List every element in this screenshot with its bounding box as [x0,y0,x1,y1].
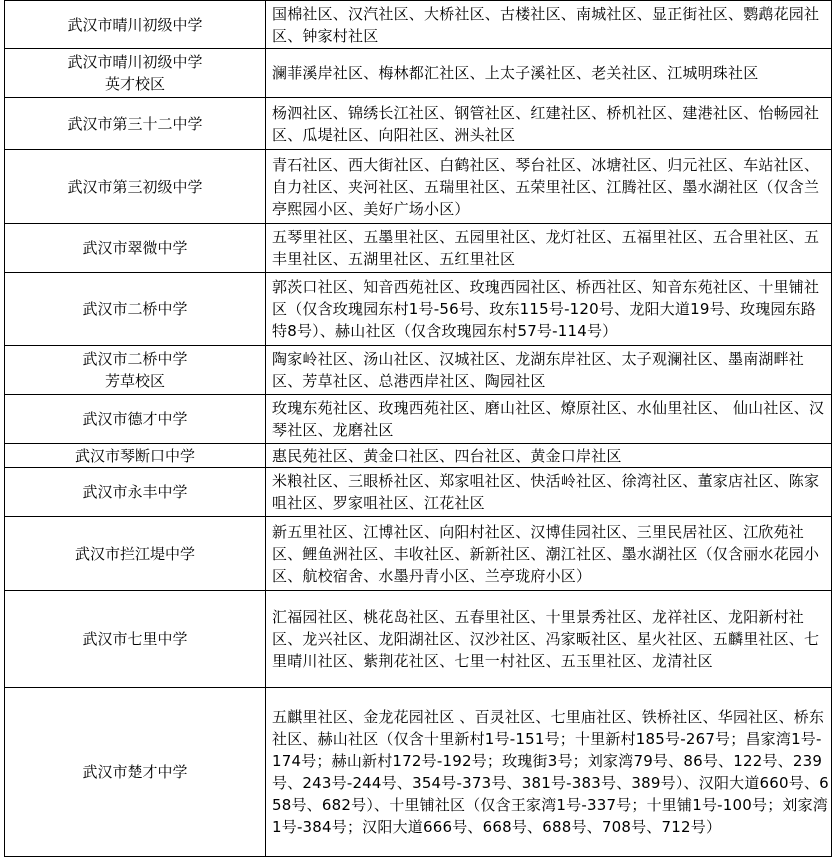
community-list-cell: 汇福园社区、桃花岛社区、五春里社区、十里景秀社区、龙祥社区、龙阳新村社区、龙兴社区、龙阳湖社区、汉沙社区、冯家畈社区、星火社区、五麟里社区、七里晴川社区、紫荆花社区、七里一村社区、五玉里社区、龙清社区 [266,591,832,688]
table-row [5,688,832,857]
community-list-cell: 澜菲溪岸社区、梅林都汇社区、上太子溪社区、老关社区、江城明珠社区 [266,49,832,98]
school-name-line: 武汉市二桥中学 [82,350,188,368]
community-list-cell: 惠民苑社区、黄金口社区、四台社区、黄金口岸社区 [266,444,832,468]
table-row [5,395,832,444]
table-row [5,98,832,150]
community-list-cell: 青石社区、西大街社区、白鹤社区、琴台社区、冰塘社区、归元社区、车站社区、自力社区、夹河社区、五瑞里社区、五荣里社区、江腾社区、墨水湖社区（仅含兰亭熙园小区、美好广场小区） [266,150,832,224]
school-name-line: 武汉市永丰中学 [82,483,188,501]
school-name-line: 武汉市第三初级中学 [67,177,203,196]
table-body [5,1,832,857]
school-name-line: 武汉市拦江堤中学 [74,544,195,563]
school-name-line: 武汉市二桥中学 [82,300,188,318]
school-name-cell [5,688,266,857]
school-name-cell [5,591,266,688]
school-name-cell [5,346,266,395]
school-name-line: 武汉市第三十二中学 [67,114,203,133]
school-name-cell [5,273,266,346]
community-list-cell: 米粮社区、三眼桥社区、郑家咀社区、快活岭社区、徐湾社区、董家店社区、陈家咀社区、罗家咀社区、江花社区 [266,468,832,517]
school-name-cell [5,98,266,150]
school-name-cell [5,517,266,591]
community-list-cell: 新五里社区、江博社区、向阳村社区、汉博佳园社区、三里民居社区、江欣苑社区、鲤鱼洲社区、丰收社区、新新社区、潮江社区、墨水湖社区（仅含丽水花园小区、航校宿舍、水墨丹青小区、兰亭珑府小区） [266,517,832,591]
school-name-cell [5,224,266,273]
table-row [5,1,832,49]
table-row [5,468,832,517]
school-name-line: 武汉市楚才中学 [82,763,188,781]
community-list-cell: 国棉社区、汉汽社区、大桥社区、古楼社区、南城社区、显正街社区、鹦鹉花园社区、钟家村社区 [266,1,832,49]
school-name-line: 武汉市七里中学 [82,630,188,648]
school-name-line: 武汉市晴川初级中学 [67,53,203,71]
table-row [5,49,832,98]
community-list-cell: 五琴里社区、五墨里社区、五园里社区、龙灯社区、五福里社区、五合里社区、五丰里社区、五湖里社区、五红里社区 [266,224,832,273]
school-name-cell [5,150,266,224]
school-name-cell [5,49,266,98]
community-list-cell: 玫瑰东苑社区、玫瑰西苑社区、磨山社区、燎原社区、水仙里社区、 仙山社区、汉琴社区、龙磨社区 [266,395,832,444]
table-row [5,517,832,591]
table-row [5,273,832,346]
school-name-line: 武汉市德才中学 [82,410,188,428]
table-row [5,150,832,224]
table-row [5,346,832,395]
community-list-cell: 五麒里社区、金龙花园社区 、百灵社区、七里庙社区、铁桥社区、华园社区、桥东社区、赫山社区（仅含十里新村1号-151号；十里新村185号-267号；昌家湾1号-174号；赫山新村172号-192号；玫瑰街3号；刘家湾79号、86号、122号、239号、243号-244号、354号-373号、381号-383号、389号）、汉阳大道660号、658号、682号）、十里铺社区（仅含王家湾1号-337号；十里铺1号-100号；刘家湾1号-384号；汉阳大道666号、668号、688号、708号、712号） [266,688,832,857]
school-district-table [4,0,832,857]
community-list-cell: 郭茨口社区、知音西苑社区、玫瑰西园社区、桥西社区、知音东苑社区、十里铺社区（仅含玫瑰园东村1号-56号、玫东115号-120号、龙阳大道19号、玫瑰园东路特8号）、赫山社区（仅含玫瑰园东村57号-114号） [266,273,832,346]
school-name-cell [5,1,266,49]
school-name-cell [5,395,266,444]
table-row [5,444,832,468]
school-name-cell [5,468,266,517]
school-name-line: 武汉市翠微中学 [82,239,188,257]
school-name-line: 武汉市晴川初级中学 [67,15,203,34]
school-campus-line: 芳草校区 [104,372,165,390]
community-list-cell: 陶家岭社区、汤山社区、汉城社区、龙湖东岸社区、太子观澜社区、墨南湖畔社区、芳草社区、总港西岸社区、陶园社区 [266,346,832,395]
school-name-line: 武汉市琴断口中学 [74,446,195,465]
community-list-cell: 杨泗社区、锦绣长江社区、钢管社区、红建社区、桥机社区、建港社区、怡畅园社区、瓜堤社区、向阳社区、洲头社区 [266,98,832,150]
table-row [5,224,832,273]
school-campus-line: 英才校区 [104,75,165,93]
table-row [5,591,832,688]
school-name-cell [5,444,266,468]
